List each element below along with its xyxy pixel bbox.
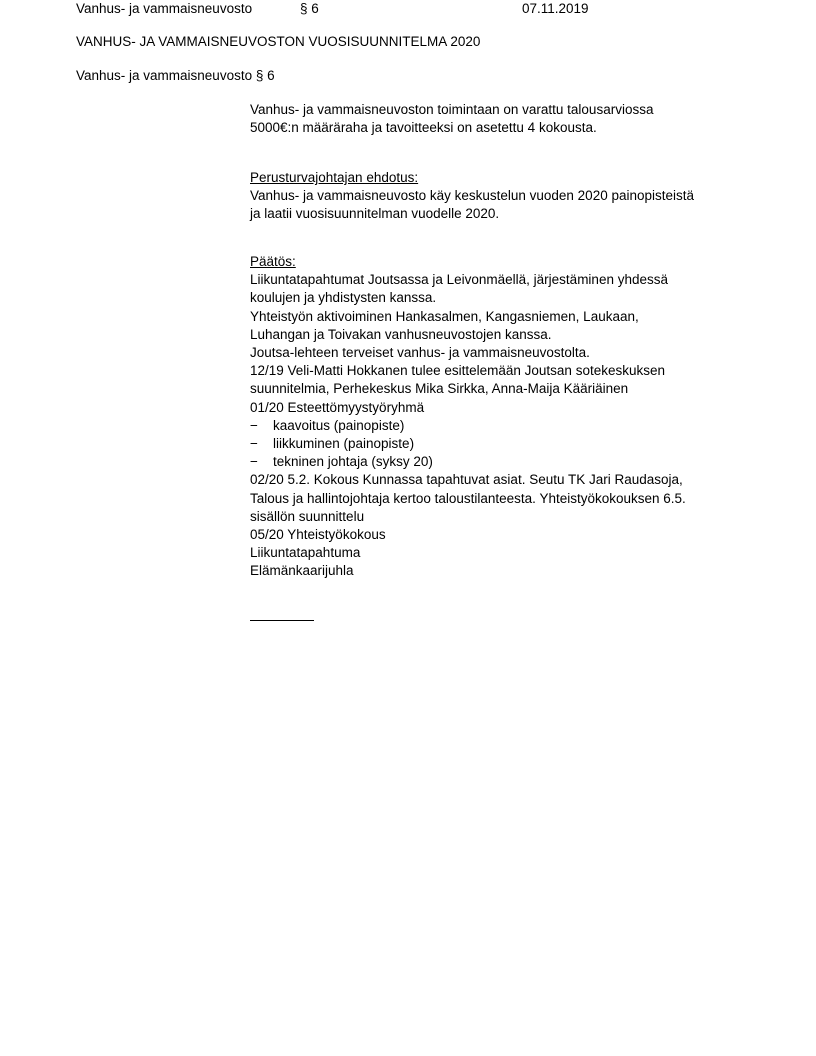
decision-line: Liikuntatapahtumat Joutsassa ja Leivonmäellä, järjestäminen yhdessä [250,272,668,288]
decision-line: 01/20 Esteettömyystyöryhmä [250,399,425,415]
decision-line: 02/20 5.2. Kokous Kunnassa tapahtuvat asiat. Seutu TK Jari Raudasoja, [250,472,683,488]
proposal-block [250,169,750,224]
closing-rule [250,620,314,621]
dash-bullet: − [250,454,258,470]
dash-bullet: − [250,417,258,433]
intro-line: 5000€:n määräraha ja tavoitteeksi on asetettu 4 kokousta. [250,120,597,136]
section-reference: Vanhus- ja vammaisneuvosto § 6 [76,68,275,83]
decision-line: Elämänkaarijuhla [250,563,354,579]
dash-bullet: − [250,436,258,452]
decision-line: Talous ja hallintojohtaja kertoo taloustilanteesta. Yhteistyökokouksen 6.5. [250,490,686,506]
decision-block [250,253,750,581]
proposal-heading: Perusturvajohtajan ehdotus: [250,170,419,185]
decision-line: 05/20 Yhteistyökokous [250,527,386,543]
decision-line: Joutsa-lehteen terveiset vanhus- ja vammaisneuvostolta. [250,345,590,361]
decision-heading: Päätös: [250,254,296,269]
list-item [250,453,750,471]
decision-line: Yhteistyön aktivoiminen Hankasalmen, Kangasniemen, Laukaan, [250,308,639,324]
decision-line: suunnitelmia, Perhekeskus Mika Sirkka, Anna-Maija Kääriäinen [250,381,629,397]
decision-line: Luhangan ja Toivakan vanhusneuvostojen kanssa. [250,326,552,342]
header-org: Vanhus- ja vammaisneuvosto [76,1,253,16]
list-item [250,417,750,435]
proposal-line: ja laatii vuosisuunnitelman vuodelle 2020. [250,206,500,222]
list-item-text: kaavoitus (painopiste) [273,417,405,433]
decision-line: koulujen ja yhdistysten kanssa. [250,290,437,306]
document-title: VANHUS- JA VAMMAISNEUVOSTON VUOSISUUNNITELMA 2020 [76,34,481,49]
decision-line: Liikuntatapahtuma [250,545,361,561]
proposal-line: Vanhus- ja vammaisneuvosto käy keskustelun vuoden 2020 painopisteistä [250,188,695,204]
intro-line: Vanhus- ja vammaisneuvoston toimintaan on varattu talousarviossa [250,102,654,117]
list-item-text: liikkuminen (painopiste) [273,436,415,452]
decision-line: 12/19 Veli-Matti Hokkanen tulee esittelemään Joutsan sotekeskuksen [250,363,665,379]
list-item [250,435,750,453]
header-date: 07.11.2019 [522,1,589,16]
list-item-text: tekninen johtaja (syksy 20) [273,454,433,470]
intro-paragraph [250,101,750,137]
decision-line: sisällön suunnittelu [250,508,365,524]
header-section: § 6 [300,1,319,16]
